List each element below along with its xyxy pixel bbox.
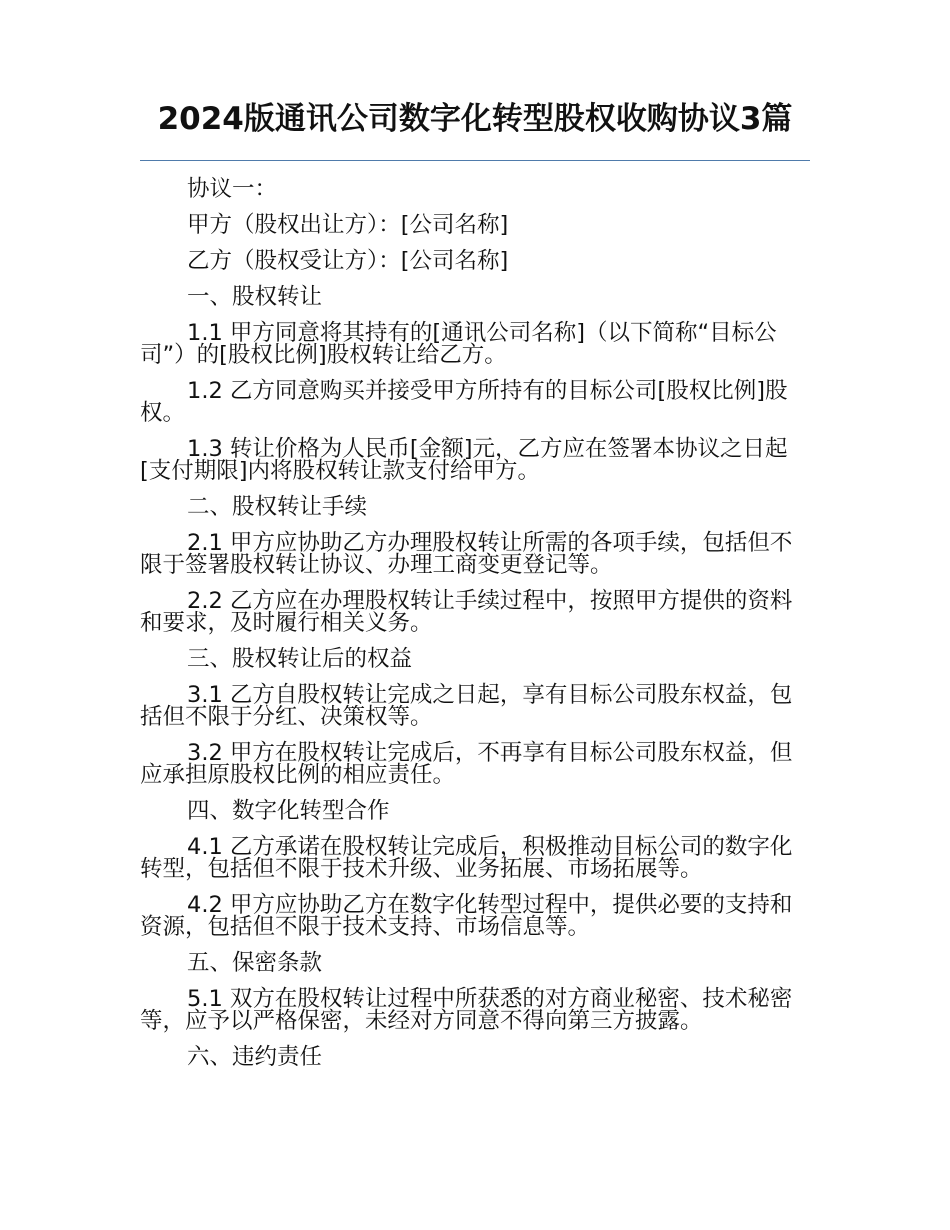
clause-2-1: 2.1 甲方应协助乙方办理股权转让所需的各项手续，包括但不限于签署股权转让协议、办理工商变更登记等。	[140, 530, 793, 578]
clause-1-2: 1.2 乙方同意购买并接受甲方所持有的目标公司[股权比例]股权。	[140, 378, 788, 426]
section-heading-3: 三、股权转让后的权益	[187, 646, 413, 672]
clause-1-1: 1.1 甲方同意将其持有的[通讯公司名称]（以下简称“目标公司”）的[股权比例]股权转让给乙方。	[140, 320, 777, 368]
clause-2-2: 2.2 乙方应在办理股权转让手续过程中，按照甲方提供的资料和要求，及时履行相关义务。	[140, 588, 793, 636]
document-body	[140, 178, 802, 1082]
party-b-line: 乙方（股权受让方）：[公司名称]	[187, 248, 509, 274]
clause-5-1: 5.1 双方在股权转让过程中所获悉的对方商业秘密、技术秘密等，应予以严格保密，未经对方同意不得向第三方披露。	[140, 986, 793, 1034]
clause-4-2: 4.2 甲方应协助乙方在数字化转型过程中，提供必要的支持和资源，包括但不限于技术支持、市场信息等。	[140, 892, 793, 940]
clause-3-1: 3.1 乙方自股权转让完成之日起，享有目标公司股东权益，包括但不限于分红、决策权等。	[140, 682, 793, 730]
clause-4-1: 4.1 乙方承诺在股权转让完成后，积极推动目标公司的数字化转型，包括但不限于技术升级、业务拓展、市场拓展等。	[140, 834, 793, 882]
section-heading-5: 五、保密条款	[187, 950, 323, 976]
clause-3-2: 3.2 甲方在股权转让完成后，不再享有目标公司股东权益，但应承担原股权比例的相应责任。	[140, 740, 793, 788]
section-heading-1: 一、股权转让	[187, 284, 323, 310]
section-heading-6: 六、违约责任	[187, 1044, 323, 1070]
clause-1-3: 1.3 转让价格为人民币[金额]元，乙方应在签署本协议之日起[支付期限]内将股权转让款支付给甲方。	[140, 436, 788, 484]
section-heading-2: 二、股权转让手续	[187, 494, 368, 520]
document-title: 2024版通讯公司数字化转型股权收购协议3篇	[157, 101, 793, 137]
agreement-label: 协议一：	[187, 176, 278, 202]
title-underline	[140, 160, 810, 161]
section-heading-4: 四、数字化转型合作	[187, 798, 390, 824]
party-a-line: 甲方（股权出让方）：[公司名称]	[187, 212, 509, 238]
